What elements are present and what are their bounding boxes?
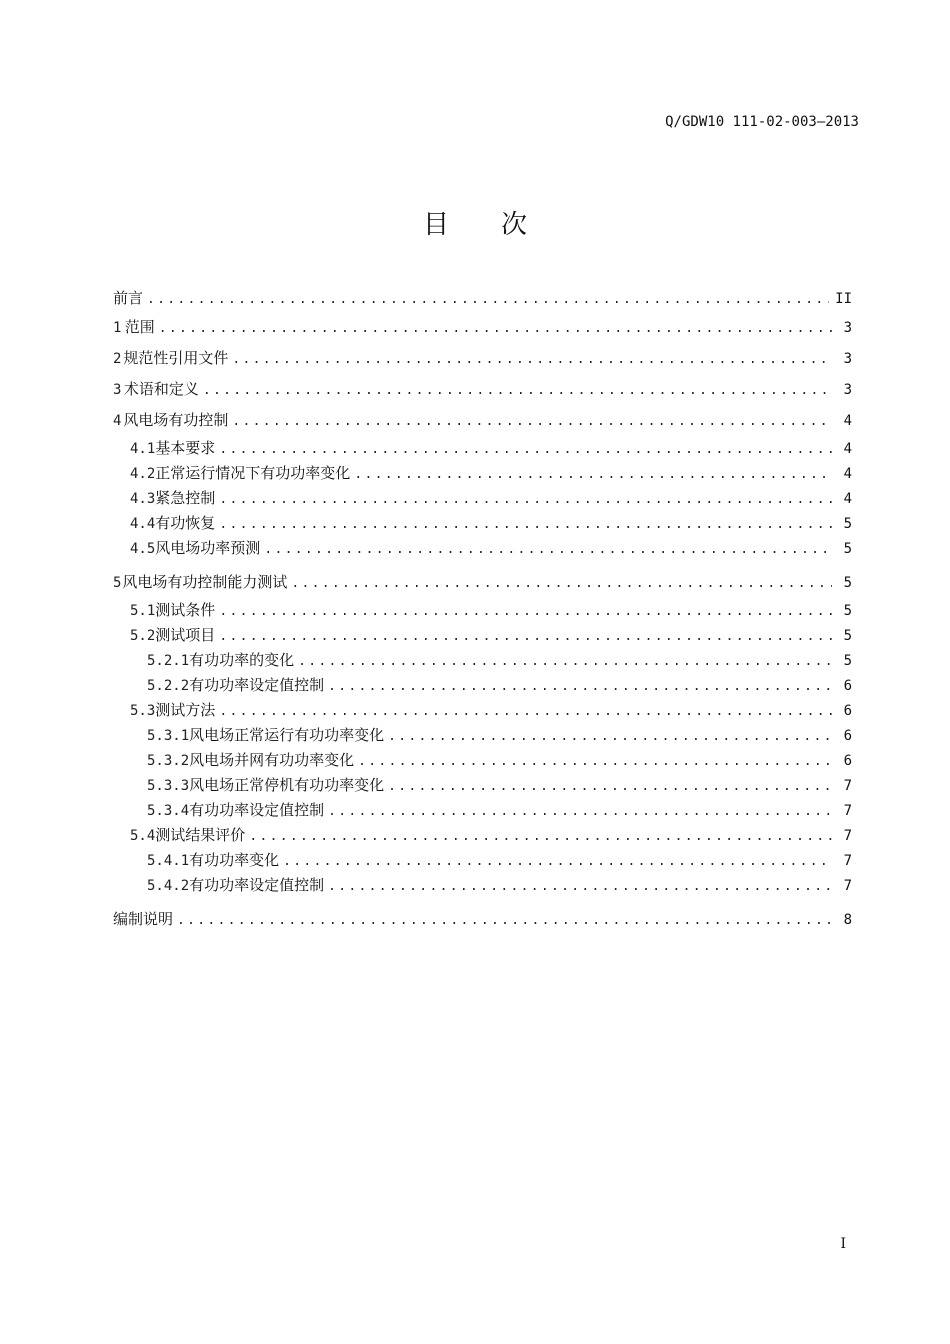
toc-entry-page: 7 bbox=[843, 828, 852, 844]
toc-dot-leader bbox=[283, 849, 832, 874]
toc-dot-leader bbox=[291, 568, 832, 599]
toc-entry[interactable] bbox=[113, 511, 852, 536]
toc-entry[interactable] bbox=[113, 904, 852, 935]
toc-entry-number: 5.3.1 bbox=[147, 728, 190, 744]
toc-entry[interactable] bbox=[113, 698, 852, 723]
toc-entry-page: 4 bbox=[843, 441, 852, 457]
toc-entry-page: 7 bbox=[843, 878, 852, 894]
toc-entry-page: 6 bbox=[843, 678, 852, 694]
toc-dot-leader bbox=[219, 599, 832, 624]
toc-entry-number: 5.3.3 bbox=[147, 778, 190, 794]
toc-entry-page: 3 bbox=[843, 382, 852, 398]
toc-entry-title: 有功功率设定值控制 bbox=[189, 801, 325, 819]
toc-entry-number: 5.2 bbox=[130, 628, 156, 644]
toc-entry-title: 前言 bbox=[113, 289, 144, 307]
toc-dot-leader bbox=[219, 437, 832, 462]
toc-entry-title: 有功恢复 bbox=[155, 514, 216, 532]
toc-entry-page: 4 bbox=[843, 491, 852, 507]
toc-entry-number: 4.1 bbox=[130, 441, 156, 457]
toc-entry-number: 5.1 bbox=[130, 603, 156, 619]
toc-entry[interactable] bbox=[113, 461, 852, 486]
toc-entry-number: 2 bbox=[113, 351, 122, 367]
toc-entry[interactable] bbox=[113, 773, 852, 798]
toc-dot-leader bbox=[354, 462, 832, 487]
toc-entry-title: 有功功率的变化 bbox=[189, 651, 295, 669]
toc-entry-title: 测试结果评价 bbox=[155, 826, 246, 844]
toc-entry[interactable] bbox=[113, 486, 852, 511]
toc-entry-number: 3 bbox=[113, 382, 122, 398]
toc-entry-page: 5 bbox=[843, 603, 852, 619]
toc-dot-leader bbox=[249, 824, 832, 849]
toc-entry-page: 5 bbox=[843, 541, 852, 557]
toc-entry[interactable] bbox=[113, 312, 852, 343]
toc-entry[interactable] bbox=[113, 343, 852, 374]
toc-entry-number: 5.2.1 bbox=[147, 653, 190, 669]
toc-entry-number: 5.3.2 bbox=[147, 753, 190, 769]
toc-entry[interactable] bbox=[113, 374, 852, 405]
toc-dot-leader bbox=[232, 344, 832, 375]
toc-entry-title: 紧急控制 bbox=[155, 489, 216, 507]
title-char-1: 目 bbox=[422, 210, 449, 240]
toc-entry-title: 测试条件 bbox=[155, 601, 216, 619]
toc-entry-title: 基本要求 bbox=[155, 439, 216, 457]
toc-dot-leader bbox=[388, 774, 832, 799]
toc-entry-title: 术语和定义 bbox=[123, 380, 199, 398]
toc-entry[interactable] bbox=[113, 598, 852, 623]
toc-entry[interactable] bbox=[113, 284, 852, 312]
toc-dot-leader bbox=[232, 406, 832, 437]
toc-dot-leader bbox=[203, 375, 832, 406]
document-code: Q/GDW10 111-02-003—2013 bbox=[665, 114, 859, 130]
toc-entry-title: 范围 bbox=[124, 318, 155, 336]
toc-entry[interactable] bbox=[113, 873, 852, 898]
toc-entry-page: 4 bbox=[843, 413, 852, 429]
toc-entry[interactable] bbox=[113, 848, 852, 873]
toc-entry-page: 8 bbox=[843, 912, 852, 928]
toc-entry-page: 5 bbox=[843, 653, 852, 669]
toc-entry-page: 7 bbox=[843, 778, 852, 794]
toc-dot-leader bbox=[219, 624, 832, 649]
toc-entry[interactable] bbox=[113, 623, 852, 648]
toc-dot-leader bbox=[177, 905, 832, 936]
toc-entry-number: 4.4 bbox=[130, 516, 156, 532]
toc-entry[interactable] bbox=[113, 436, 852, 461]
toc-entry[interactable] bbox=[113, 798, 852, 823]
toc-dot-leader bbox=[328, 874, 832, 899]
toc-entry[interactable] bbox=[113, 405, 852, 436]
toc-dot-leader bbox=[159, 313, 832, 344]
toc-entry-page: 5 bbox=[843, 516, 852, 532]
toc-entry[interactable] bbox=[113, 823, 852, 848]
toc-entry-page: 5 bbox=[843, 575, 852, 591]
toc-entry-page: 4 bbox=[843, 466, 852, 482]
toc-entry[interactable] bbox=[113, 748, 852, 773]
toc-entry-page: 7 bbox=[843, 853, 852, 869]
toc-entry-number: 5.4.1 bbox=[147, 853, 190, 869]
toc-entry-title: 规范性引用文件 bbox=[123, 349, 229, 367]
toc-dot-leader bbox=[328, 674, 832, 699]
title-char-2: 次 bbox=[501, 210, 528, 240]
toc-entry-number: 5.4.2 bbox=[147, 878, 190, 894]
toc-entry[interactable] bbox=[113, 648, 852, 673]
toc-entry-title: 有功功率设定值控制 bbox=[189, 876, 325, 894]
toc-entry-title: 风电场正常停机有功功率变化 bbox=[189, 776, 385, 794]
toc-entry-title: 风电场有功控制能力测试 bbox=[122, 573, 288, 591]
toc-entry-page: 7 bbox=[843, 803, 852, 819]
toc-entry-title: 风电场有功控制 bbox=[123, 411, 229, 429]
toc-entry-number: 4.2 bbox=[130, 466, 156, 482]
toc-entry-number: 4.5 bbox=[130, 541, 156, 557]
toc-dot-leader bbox=[147, 286, 829, 314]
toc-entry-title: 风电场功率预测 bbox=[155, 539, 261, 557]
toc-entry-number: 4.3 bbox=[130, 491, 156, 507]
toc-entry[interactable] bbox=[113, 673, 852, 698]
table-of-contents bbox=[113, 284, 852, 935]
toc-entry-page: II bbox=[835, 291, 852, 307]
toc-dot-leader bbox=[388, 724, 832, 749]
toc-entry-page: 3 bbox=[843, 351, 852, 367]
toc-entry[interactable] bbox=[113, 723, 852, 748]
toc-entry-title: 风电场并网有功功率变化 bbox=[189, 751, 355, 769]
toc-entry-page: 6 bbox=[843, 703, 852, 719]
toc-dot-leader bbox=[328, 799, 832, 824]
toc-entry-number: 5.3 bbox=[130, 703, 156, 719]
toc-entry-page: 6 bbox=[843, 728, 852, 744]
toc-entry-title: 有功功率设定值控制 bbox=[189, 676, 325, 694]
page-title bbox=[0, 204, 950, 241]
toc-entry-title: 测试项目 bbox=[155, 626, 216, 644]
toc-entry[interactable] bbox=[113, 536, 852, 561]
toc-entry-title: 编制说明 bbox=[113, 910, 174, 928]
toc-entry-title: 有功功率变化 bbox=[189, 851, 280, 869]
toc-entry-title: 风电场正常运行有功功率变化 bbox=[189, 726, 385, 744]
toc-entry-number: 5.4 bbox=[130, 828, 156, 844]
toc-dot-leader bbox=[219, 512, 832, 537]
toc-dot-leader bbox=[358, 749, 832, 774]
toc-dot-leader bbox=[264, 537, 832, 562]
toc-entry-title: 测试方法 bbox=[155, 701, 216, 719]
toc-entry-number: 4 bbox=[113, 413, 122, 429]
toc-dot-leader bbox=[219, 487, 832, 512]
toc-entry-number: 1 bbox=[113, 320, 122, 336]
toc-entry-number: 5.3.4 bbox=[147, 803, 190, 819]
toc-dot-leader bbox=[298, 649, 832, 674]
toc-dot-leader bbox=[219, 699, 832, 724]
toc-entry-page: 6 bbox=[843, 753, 852, 769]
toc-entry[interactable] bbox=[113, 567, 852, 598]
toc-entry-title: 正常运行情况下有功功率变化 bbox=[155, 464, 351, 482]
toc-entry-number: 5 bbox=[113, 575, 122, 591]
toc-entry-number: 5.2.2 bbox=[147, 678, 190, 694]
page-number: I bbox=[840, 1236, 846, 1252]
toc-entry-page: 3 bbox=[843, 320, 852, 336]
toc-entry-page: 5 bbox=[843, 628, 852, 644]
